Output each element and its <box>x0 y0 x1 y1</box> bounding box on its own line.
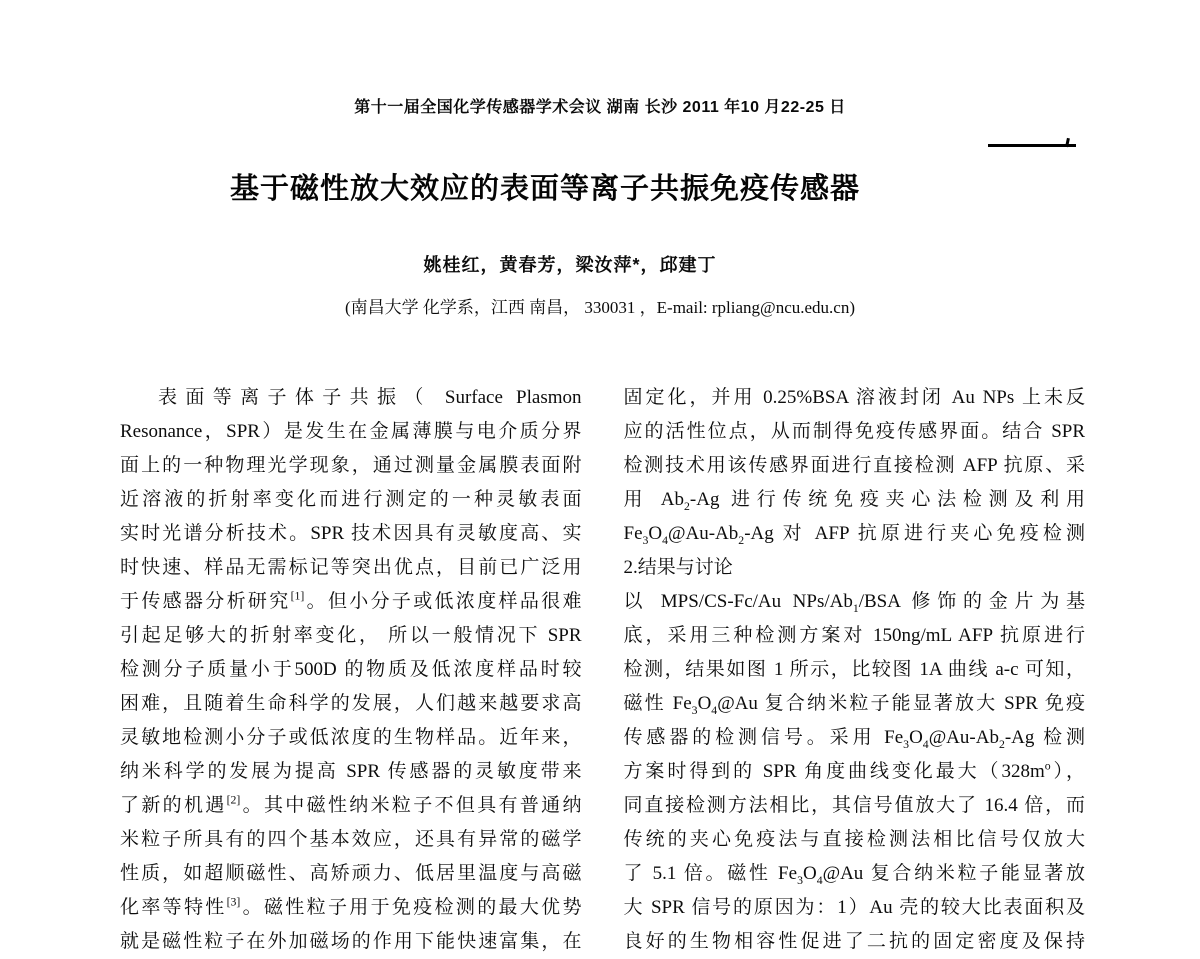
text-line: 米粒子所具有的四个基本效应，还具有异常的磁学 <box>120 829 582 850</box>
text-line: 时快速、样品无需标记等突出优点，目前已广泛用 <box>120 557 582 578</box>
text-line: 化率等特性[3]。磁性粒子用于免疫检测的最大优势 <box>120 895 582 918</box>
left-column <box>120 381 582 959</box>
scan-artifact-bar <box>988 144 1076 147</box>
text-line: $Fe_3O_4@Au-Ab_2-Ag$ 对 AFP 抗原进行夹心免疫检测 <box>623 523 1085 547</box>
text-line: 传感器的检测信号。采用 $Fe_3O_4@Au-Ab_2-Ag$ 检测 <box>623 727 1085 751</box>
text-line: 了 5.1 倍。磁性 $Fe_3O_4@Au$ 复合纳米粒子能显著放 <box>623 863 1085 887</box>
text-line: 传统的夹心免疫法与直接检测法相比信号仅放大 <box>623 829 1085 850</box>
text-line: 磁性 $Fe_3O_4@Au$ 复合纳米粒子能显著放大 SPR 免疫 <box>623 693 1085 717</box>
paper-title: 基于磁性放大效应的表面等离子共振免疫传感器 <box>229 173 860 205</box>
text-line: 表面等离子体子共振（ Surface Plasmon <box>158 387 582 408</box>
text-line: 2.结果与讨论 <box>623 557 733 578</box>
right-column <box>624 381 1086 959</box>
conference-header: 第十一届全国化学传感器学术会议 湖南 长沙 2011 年10 月22-25 日 <box>354 99 846 116</box>
text-line: 性质，如超顺磁性、高矫顽力、低居里温度与高磁 <box>120 863 582 884</box>
text-line: 于传感器分析研究[1]。但小分子或低浓度样品很难 <box>120 589 582 612</box>
scan-artifact-line <box>988 141 1078 149</box>
text-line: 检测技术用该传感界面进行直接检测 AFP 抗原、采 <box>623 455 1085 476</box>
text-line: 实时光谱分析技术。SPR 技术因具有灵敏度高、实 <box>120 523 582 544</box>
authors-line: 姚桂红，黄春芳，梁汝萍*，邱建丁 <box>423 255 717 275</box>
text-line: 用 $Ab_2-Ag$ 进行传统免疫夹心法检测及利用 <box>623 489 1085 513</box>
text-line: 以 MPS/CS-Fc/Au NPs/$Ab_1$/BSA 修饰的金片为基 <box>623 591 1085 615</box>
text-line: 纳米科学的发展为提高 SPR 传感器的灵敏度带来 <box>120 761 582 782</box>
text-line: 方案时得到的 SPR 角度曲线变化最大$(328m^o)$， <box>623 759 1085 782</box>
text-line: Resonance，SPR）是发生在金属薄膜与电介质分界 <box>120 421 582 442</box>
text-line: 应的活性位点，从而制得免疫传感界面。结合 SPR <box>623 421 1085 442</box>
text-line: 检测分子质量小于500D 的物质及低浓度样品时较 <box>120 659 582 680</box>
affiliation-line: (南昌大学 化学系，江西 南昌， 330031 ，E-mail: rpliang@ncu.edu.cn) <box>345 298 855 317</box>
body-columns <box>120 381 1085 959</box>
text-line: 了新的机遇[2]。其中磁性纳米粒子不但具有普通纳 <box>120 793 582 816</box>
text-line: 同直接检测方法相比，其信号值放大了 16.4 倍，而 <box>623 795 1085 816</box>
text-line: 近溶液的折射率变化而进行测定的一种灵敏表面 <box>120 489 582 510</box>
text-line: 良好的生物相容性促进了二抗的固定密度及保持 <box>623 931 1085 952</box>
text-line: 检测，结果如图 1 所示，比较图 1A 曲线 a-c 可知， <box>623 659 1085 680</box>
text-line: 灵敏地检测小分子或低浓度的生物样品。近年来， <box>120 727 582 748</box>
text-line: 固定化，并用 0.25%BSA 溶液封闭 Au NPs 上未反 <box>623 387 1085 408</box>
text-line: 困难，且随着生命科学的发展，人们越来越要求高 <box>120 693 582 714</box>
text-line: 引起足够大的折射率变化， 所以一般情况下 SPR <box>120 625 582 646</box>
text-line: 大 SPR 信号的原因为：1）Au 壳的较大比表面积及 <box>623 897 1085 918</box>
text-line: 底，采用三种检测方案对 150ng/mL AFP 抗原进行 <box>623 625 1085 646</box>
text-line: 就是磁性粒子在外加磁场的作用下能快速富集，在 <box>120 931 582 952</box>
text-line: 面上的一种物理光学现象，通过测量金属膜表面附 <box>120 455 582 476</box>
